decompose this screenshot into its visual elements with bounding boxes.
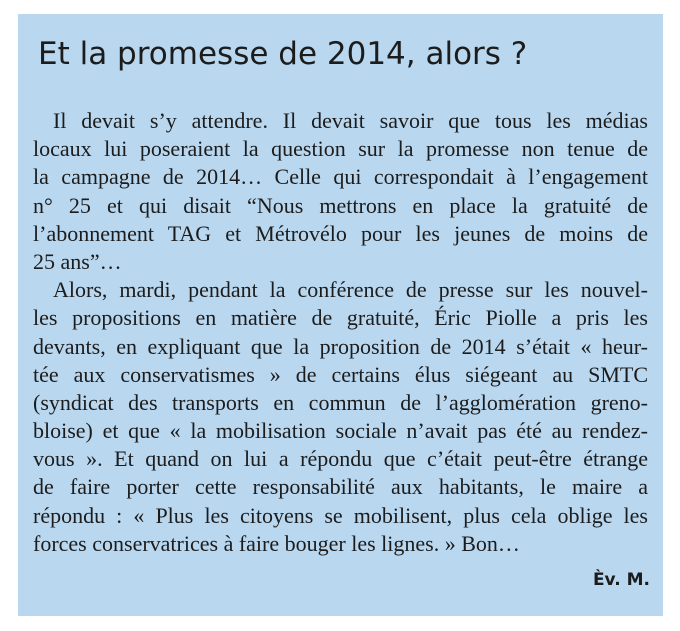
- article-body: [33, 107, 648, 558]
- text-line: l’abonnement TAG et Métrovélo pour les jeunes de moins de: [33, 220, 648, 246]
- text-line: Alors, mardi, pendant la conférence de presse sur les nouvel-: [53, 277, 648, 303]
- text-line: forces conservatrices à faire bouger les lignes. » Bon…: [33, 530, 520, 556]
- text-line: bloise) et que « la mobilisation sociale n’avait pas été au rendez-: [33, 418, 648, 444]
- author-signature: Èv. M.: [592, 570, 650, 590]
- text-line: n° 25 et qui disait “Nous mettrons en place la gratuité de: [33, 192, 648, 218]
- text-line: Il devait s’y attendre. Il devait savoir que tous les médias: [53, 108, 648, 133]
- text-line: vous ». Et quand on lui a répondu que c’était peut-être étrange: [33, 446, 648, 472]
- text-line: de faire porter cette responsabilité aux habitants, le maire a: [33, 474, 648, 500]
- text-line: devants, en expliquant que la proposition de 2014 s’était « heur-: [33, 333, 648, 359]
- text-line: répondu : « Plus les citoyens se mobilisent, plus cela oblige les: [33, 502, 648, 528]
- paragraph-1: [33, 107, 648, 276]
- text-line: tée aux conservatismes » de certains élus siégeant au SMTC: [33, 361, 648, 387]
- paragraph-2: [33, 276, 648, 558]
- text-line: locaux lui poseraient la question sur la promesse non tenue de: [33, 136, 648, 162]
- text-line: 25 ans”…: [33, 248, 122, 274]
- text-line: (syndicat des transports en commun de l’agglomération greno-: [33, 389, 648, 415]
- article-title: Et la promesse de 2014, alors ?: [38, 36, 528, 72]
- text-line: la campagne de 2014… Celle qui correspondait à l’engagement: [33, 164, 648, 190]
- text-line: les propositions en matière de gratuité, Éric Piolle a pris les: [33, 305, 648, 331]
